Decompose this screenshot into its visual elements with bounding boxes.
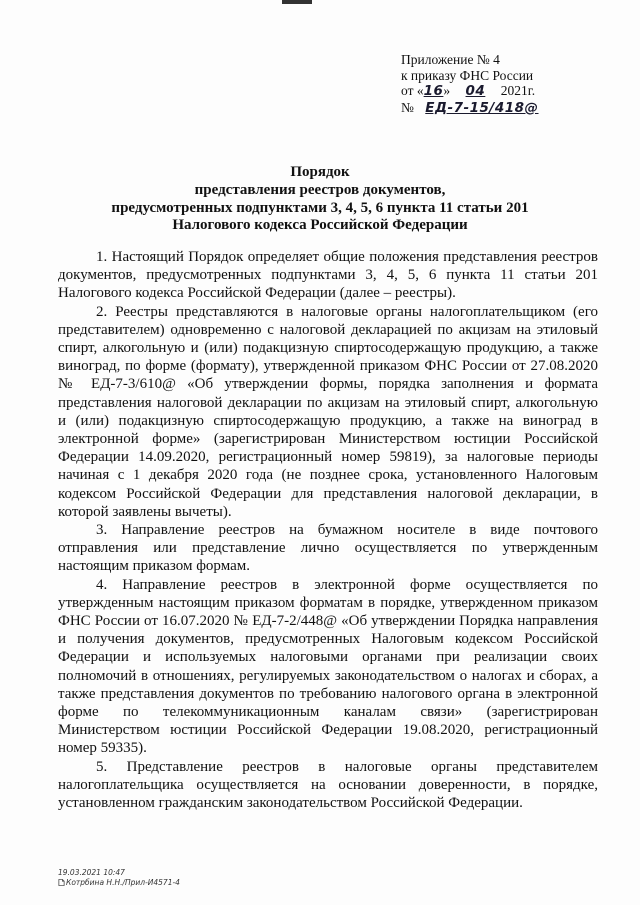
appendix-header (401, 52, 621, 116)
title-line2: представления реестров документов, (194, 181, 446, 198)
paragraph-4: 4. Направление реестров в электронной форме осуществляется по утвержденным настоящим приказом форматам в порядке, утвержденном приказом ФНС России от 16.07.2020 № ЕД-7-2/448@ «Об утверждении Порядка направления и получения документов, предусмотренных Налоговым кодексом Российской Федерации и используемых налоговыми органами при реализации своих полномочий в отношениях, регулируемых законодательством о налогах и сборах, а также представления документов по требованию налогового органа в электронной форме по телекоммуникационным каналам связи» (зарегистрирован Министерством юстиции Российской Федерации 19.08.2020, регистрационный номер 59335). (58, 576, 598, 757)
title-line1: Порядок (290, 164, 350, 180)
paragraph-3: 3. Направление реестров на бумажном носителе в виде почтового отправления или представление лично осуществляется по утвержденным настоящим приказом формам. (58, 522, 598, 575)
paragraph-1: 1. Настоящий Порядок определяет общие положения представления реестров документов, предусмотренных подпунктами 3, 4, 5, 6 пункта 11 статьи 201 Налогового кодекса Российской Федерации (далее – реестры). (58, 249, 598, 302)
appendix-number (401, 100, 621, 117)
paragraph-5: 5. Представление реестров в налоговые органы представителем налогоплательщика осуществляется на основании доверенности, в порядке, установленном гражданским законодательством Российской Федерации. (58, 758, 598, 812)
footer-timestamp: 19.03.2021 10:47 (58, 868, 125, 877)
date-prefix: от « (401, 83, 424, 99)
document-file-icon (58, 879, 65, 886)
appendix-line1: Приложение № 4 (401, 52, 500, 67)
appendix-date (401, 83, 621, 100)
footer-author-line (58, 878, 358, 888)
date-year: 2021г. (500, 83, 536, 99)
date-day: 16 (423, 83, 444, 100)
title-line3: предусмотренных подпунктами 3, 4, 5, 6 пункта 11 статьи 201 (111, 199, 529, 216)
document-body (58, 248, 598, 812)
scan-mark (282, 0, 312, 4)
date-month: 04 (465, 83, 486, 100)
number-value: ЕД-7-15/418@ (425, 99, 539, 116)
footer-author: Котрбина Н.Н./Прил-И4571-4 (66, 878, 180, 887)
date-mid: » (443, 83, 451, 99)
number-prefix: № (401, 99, 414, 115)
paragraph-2: 2. Реестры представляются в налоговые органы налогоплательщиком (его представителем) одновременно с налоговой декларацией по акцизам на этиловый спирт, алкогольную и (или) подакцизную спиртосодержащую продукцию, а также виноград, по форме (формату), утвержденной приказом ФНС России от 27.08.2020 № ЕД-7-3/610@ «Об утверждении формы, порядка заполнения и формата представления налоговой декларации по акцизам на этиловый спирт, алкогольную и (или) подакцизную спиртосодержащую продукцию, а также на виноград в электронной форме» (зарегистрирован Министерством юстиции Российской Федерации 14.09.2020, регистрационный номер 59819), за налоговые периоды начиная с 1 декабря 2020 года (не позднее срока, установленного Налоговым кодексом Российской Федерации для представления налоговой декларации, в которой заявлены вычеты). (58, 303, 598, 520)
document-footer (58, 868, 358, 888)
appendix-line2: к приказу ФНС России (401, 67, 534, 83)
document-title (40, 164, 600, 235)
title-line4: Налогового кодекса Российской Федерации (172, 217, 468, 234)
